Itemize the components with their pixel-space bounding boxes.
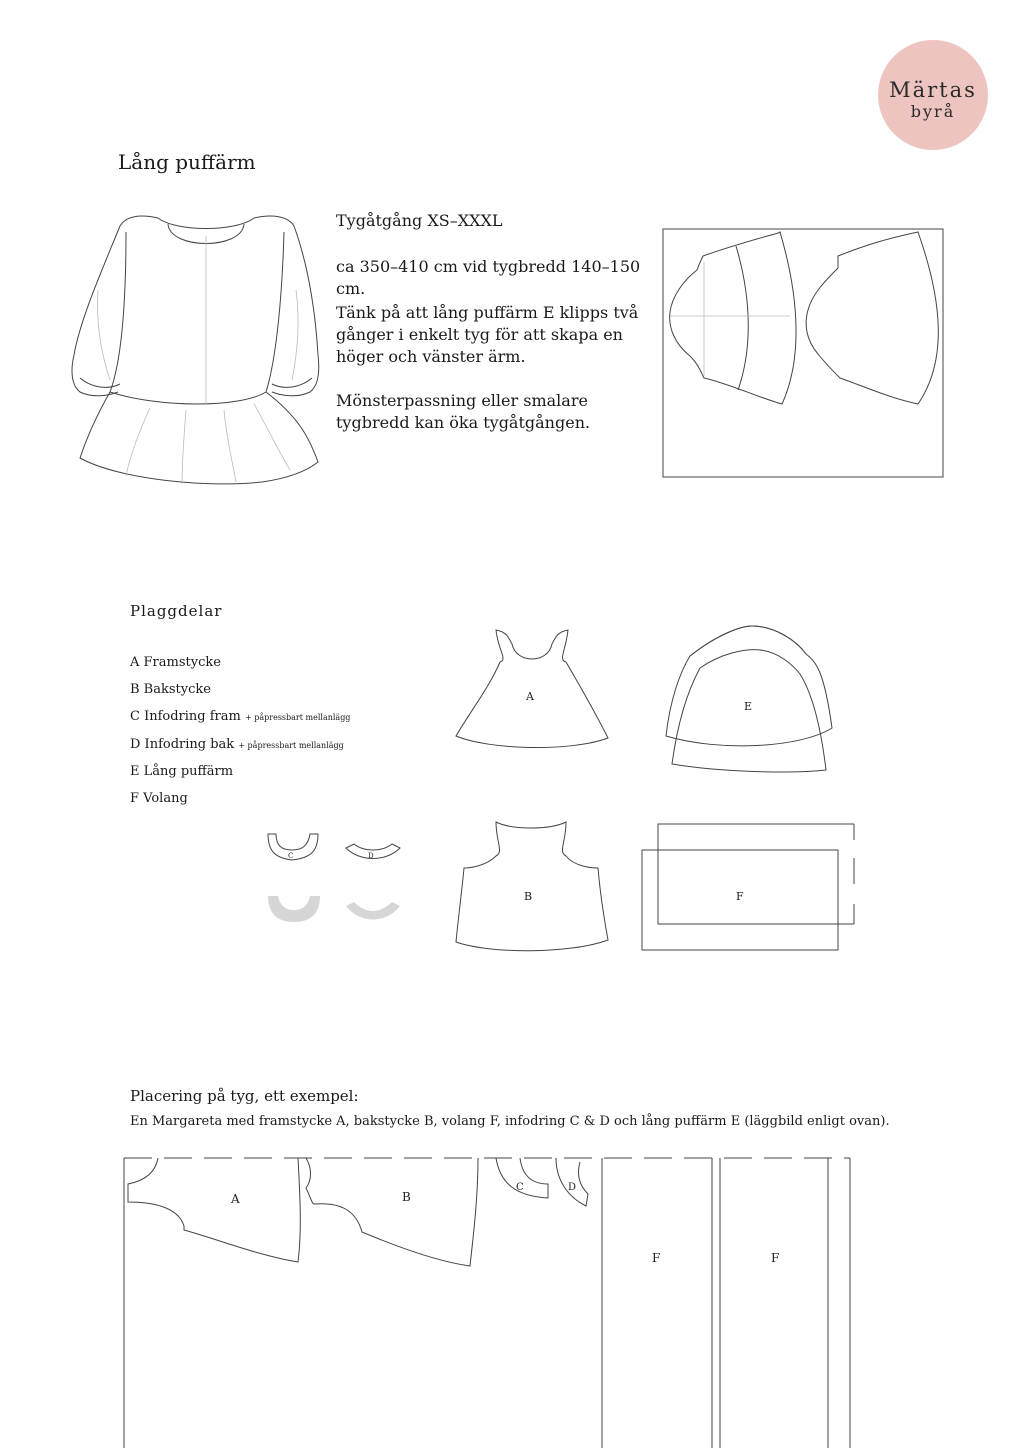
placement-subtitle: En Margareta med framstycke A, bakstycke B, volang F, infodring C & D och lång puffärm E (läggbild enligt ovan). bbox=[130, 1114, 890, 1129]
page-title: Lång puffärm bbox=[118, 150, 256, 174]
part-label: C Infodring fram bbox=[130, 709, 241, 725]
piece-b-label: B bbox=[524, 890, 533, 903]
piece-f-label: F bbox=[736, 890, 744, 903]
piece-f-ruffle bbox=[642, 824, 854, 950]
piece-a-label: A bbox=[526, 690, 534, 703]
part-label: A Framstycke bbox=[130, 655, 221, 670]
parts-heading: Plaggdelar bbox=[130, 602, 223, 620]
sleeve-cut-note-line: Tänk på att lång puffärm E klipps två bbox=[336, 303, 639, 322]
brand-subname: byrå bbox=[910, 102, 956, 121]
interfacing-shapes bbox=[268, 896, 400, 922]
layout-c-label: C bbox=[516, 1182, 524, 1193]
piece-d-facing bbox=[346, 844, 400, 860]
fabric-usage-amount: ca 350–410 cm vid tygbredd 140–150 cm. bbox=[336, 257, 641, 298]
piece-d-label: D bbox=[368, 852, 374, 860]
sleeve-layout-diagram bbox=[663, 229, 943, 477]
piece-c-facing bbox=[268, 834, 318, 860]
piece-e-sleeve bbox=[666, 626, 832, 772]
fabric-usage-sizes: Tygåtgång XS–XXXL bbox=[336, 211, 503, 230]
layout-b-label: B bbox=[402, 1190, 411, 1204]
part-label: F Volang bbox=[130, 790, 188, 806]
part-label: D Infodring bak bbox=[130, 736, 235, 752]
pattern-matching-line: Mönsterpassning eller smalare bbox=[336, 391, 588, 410]
part-note: + påpressbart mellanlägg bbox=[238, 740, 344, 750]
layout-a-label: A bbox=[231, 1192, 240, 1206]
layout-f2-label: F bbox=[771, 1251, 780, 1265]
part-note: + påpressbart mellanlägg bbox=[245, 713, 351, 723]
brand-name: Märtas bbox=[889, 78, 977, 102]
part-label: E Lång puffärm bbox=[130, 763, 234, 779]
layout-f1-label: F bbox=[652, 1251, 661, 1265]
layout-d-label: D bbox=[568, 1182, 577, 1193]
piece-a-front bbox=[456, 630, 608, 748]
sleeve-cut-note-line: höger och vänster ärm. bbox=[336, 347, 526, 366]
piece-c-label: C bbox=[288, 852, 294, 860]
piece-b-back bbox=[456, 822, 608, 951]
sleeve-cut-note-line: gånger i enkelt tyg för att skapa en bbox=[336, 325, 623, 344]
piece-e-label: E bbox=[744, 700, 753, 713]
pattern-matching-line: tygbredd kan öka tygåtgången. bbox=[336, 413, 591, 432]
part-label: B Bakstycke bbox=[130, 682, 211, 698]
placement-heading: Placering på tyg, ett exempel: bbox=[130, 1087, 359, 1105]
garment-sketch bbox=[72, 216, 319, 484]
fabric-placement-layout bbox=[124, 1158, 850, 1448]
